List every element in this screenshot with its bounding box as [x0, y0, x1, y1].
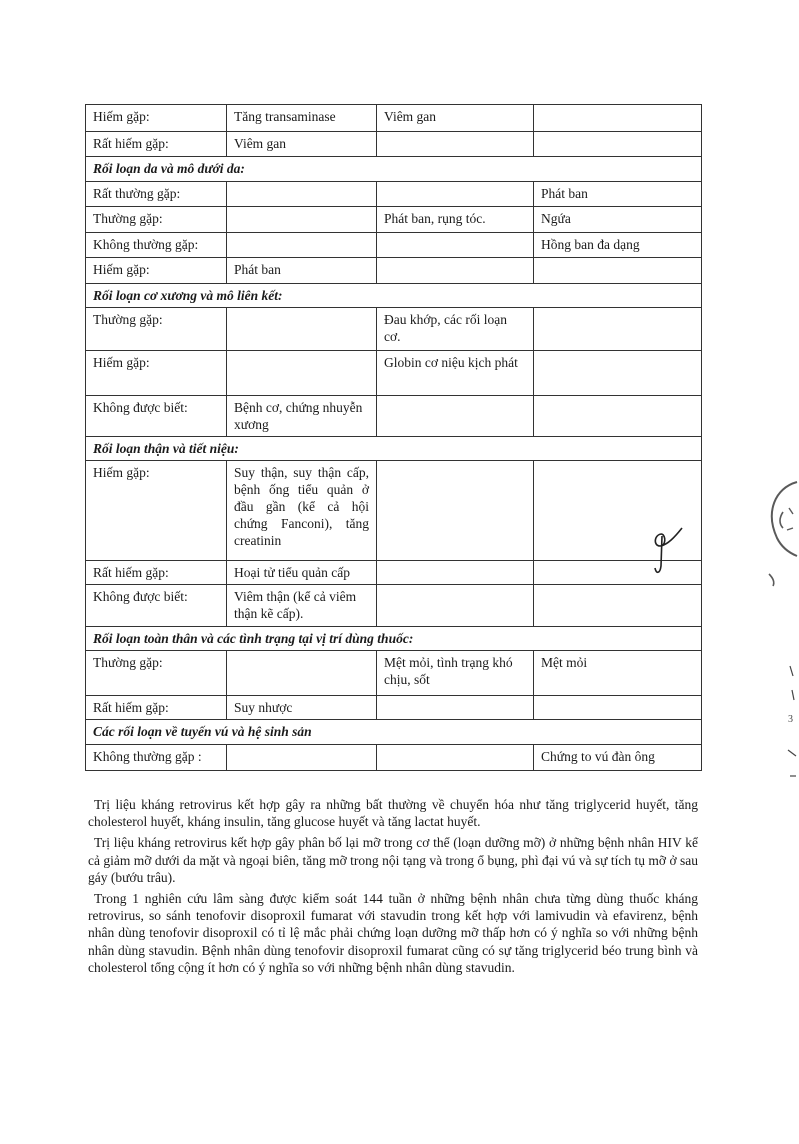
frequency-cell: Hiếm gặp: — [86, 351, 227, 396]
section-row — [86, 157, 702, 182]
effect-cell — [534, 351, 702, 396]
frequency-cell: Hiếm gặp: — [86, 461, 227, 561]
effect-cell — [377, 233, 534, 258]
effect-cell — [534, 308, 702, 351]
effect-cell: Ngứa — [534, 207, 702, 233]
frequency-cell: Rất hiếm gặp: — [86, 132, 227, 157]
frequency-cell: Không thường gặp : — [86, 745, 227, 771]
table-row — [86, 207, 702, 233]
body-text — [88, 796, 698, 980]
effect-cell — [377, 132, 534, 157]
table-row — [86, 132, 702, 157]
effect-cell — [227, 308, 377, 351]
frequency-cell: Rất thường gặp: — [86, 182, 227, 207]
effect-cell: Phát ban — [227, 258, 377, 284]
effect-cell — [377, 696, 534, 720]
table-row — [86, 258, 702, 284]
effect-cell: Hồng ban đa dạng — [534, 233, 702, 258]
table-row — [86, 308, 702, 351]
effect-cell: Đau khớp, các rối loạn cơ. — [377, 308, 534, 351]
paragraph-lipodystrophy: Trị liệu kháng retrovirus kết hợp gây phân bố lại mỡ trong cơ thể (loạn dưỡng mỡ) ở những bệnh nhân HIV kể cả giảm mỡ dưới da mặt và ngoại biên, tăng mỡ trong nội tạng và trong ổ bụng, phì đại vú và sự tích tụ mỡ ở sau gáy (bướu trâu). — [88, 835, 698, 885]
table-row — [86, 182, 702, 207]
paragraph-metabolic: Trị liệu kháng retrovirus kết hợp gây ra những bất thường về chuyển hóa như tăng triglycerid huyết, tăng cholesterol huyết, kháng insulin, tăng glucose huyết và tăng lactat huyết. — [88, 797, 698, 830]
effect-cell: Phát ban — [534, 182, 702, 207]
table-row — [86, 233, 702, 258]
frequency-cell: Thường gặp: — [86, 651, 227, 696]
effect-cell: Tăng transaminase — [227, 105, 377, 132]
effect-cell — [227, 745, 377, 771]
section-row — [86, 627, 702, 651]
adverse-effects-table — [85, 104, 702, 771]
table-row — [86, 585, 702, 627]
effect-cell — [227, 351, 377, 396]
margin-marks — [784, 664, 798, 804]
effect-cell — [227, 182, 377, 207]
section-heading: Rối loạn thận và tiết niệu: — [86, 437, 702, 461]
effect-cell — [534, 396, 702, 437]
effect-cell: Viêm thận (kể cả viêm thận kẽ cấp). — [227, 585, 377, 627]
margin-page-mark: 3 — [788, 714, 793, 725]
effect-cell — [377, 258, 534, 284]
section-heading: Rối loạn toàn thân và các tình trạng tại vị trí dùng thuốc: — [86, 627, 702, 651]
effect-cell — [377, 182, 534, 207]
effect-cell — [227, 207, 377, 233]
table-row — [86, 461, 702, 561]
paragraph-clinical-study: Trong 1 nghiên cứu lâm sàng được kiểm soát 144 tuần ở những bệnh nhân chưa từng dùng thuốc kháng retrovirus, so sánh tenofovir disoproxil fumarat với stavudin trong kết hợp với lamivudin và efavirenz, bệnh nhân dùng tenofovir disoproxil có tỉ lệ mắc phải chứng loạn dưỡng mỡ thấp hơn có ý nghĩa so với những bệnh nhân dùng stavudin. Bệnh nhân dùng tenofovir disoproxil fumarat cũng có sự tăng triglycerid béo trung bình và cholesterol tổng cộng ít hơn có ý nghĩa so với những bệnh nhân dùng stavudin. — [88, 891, 698, 975]
section-heading: Các rối loạn về tuyến vú và hệ sinh sản — [86, 720, 702, 745]
frequency-cell: Không thường gặp: — [86, 233, 227, 258]
table-row — [86, 561, 702, 585]
effect-cell: Viêm gan — [227, 132, 377, 157]
section-row — [86, 284, 702, 308]
effect-cell: Hoại tử tiểu quản cấp — [227, 561, 377, 585]
frequency-cell: Hiếm gặp: — [86, 258, 227, 284]
effect-cell — [534, 132, 702, 157]
effect-cell: Mệt mỏi — [534, 651, 702, 696]
section-row — [86, 720, 702, 745]
section-heading: Rối loạn da và mô dưới da: — [86, 157, 702, 182]
effect-cell — [534, 585, 702, 627]
frequency-cell: Không được biết: — [86, 585, 227, 627]
table-row — [86, 351, 702, 396]
effect-cell — [534, 696, 702, 720]
frequency-cell: Thường gặp: — [86, 308, 227, 351]
table-row — [86, 745, 702, 771]
effect-cell — [377, 461, 534, 561]
effect-cell: Viêm gan — [377, 105, 534, 132]
effect-cell — [534, 258, 702, 284]
frequency-cell: Rất hiếm gặp: — [86, 561, 227, 585]
table-row — [86, 396, 702, 437]
frequency-cell: Không được biết: — [86, 396, 227, 437]
effect-cell: Chứng to vú đàn ông — [534, 745, 702, 771]
effect-cell: Mệt mỏi, tình trạng khó chịu, sốt — [377, 651, 534, 696]
table-row — [86, 105, 702, 132]
table-row — [86, 651, 702, 696]
effect-cell: Bệnh cơ, chứng nhuyễn xương — [227, 396, 377, 437]
effect-cell — [534, 105, 702, 132]
effect-cell: Globin cơ niệu kịch phát — [377, 351, 534, 396]
table-row — [86, 696, 702, 720]
effect-cell: Suy thận, suy thận cấp, bệnh ống tiểu quản ở đầu gần (kể cả hội chứng Fanconi), tăng creatinin — [227, 461, 377, 561]
effect-cell — [227, 651, 377, 696]
effect-cell — [377, 585, 534, 627]
frequency-cell: Hiếm gặp: — [86, 105, 227, 132]
section-row — [86, 437, 702, 461]
effect-cell: Phát ban, rụng tóc. — [377, 207, 534, 233]
stamp-partial — [763, 478, 799, 588]
effect-cell — [377, 396, 534, 437]
section-heading: Rối loạn cơ xương và mô liên kết: — [86, 284, 702, 308]
frequency-cell: Thường gặp: — [86, 207, 227, 233]
effect-cell: Suy nhược — [227, 696, 377, 720]
handwritten-initials — [648, 524, 688, 580]
effect-cell — [227, 233, 377, 258]
frequency-cell: Rất hiếm gặp: — [86, 696, 227, 720]
effect-cell — [377, 745, 534, 771]
adverse-effects-table-body — [86, 105, 702, 771]
effect-cell — [377, 561, 534, 585]
